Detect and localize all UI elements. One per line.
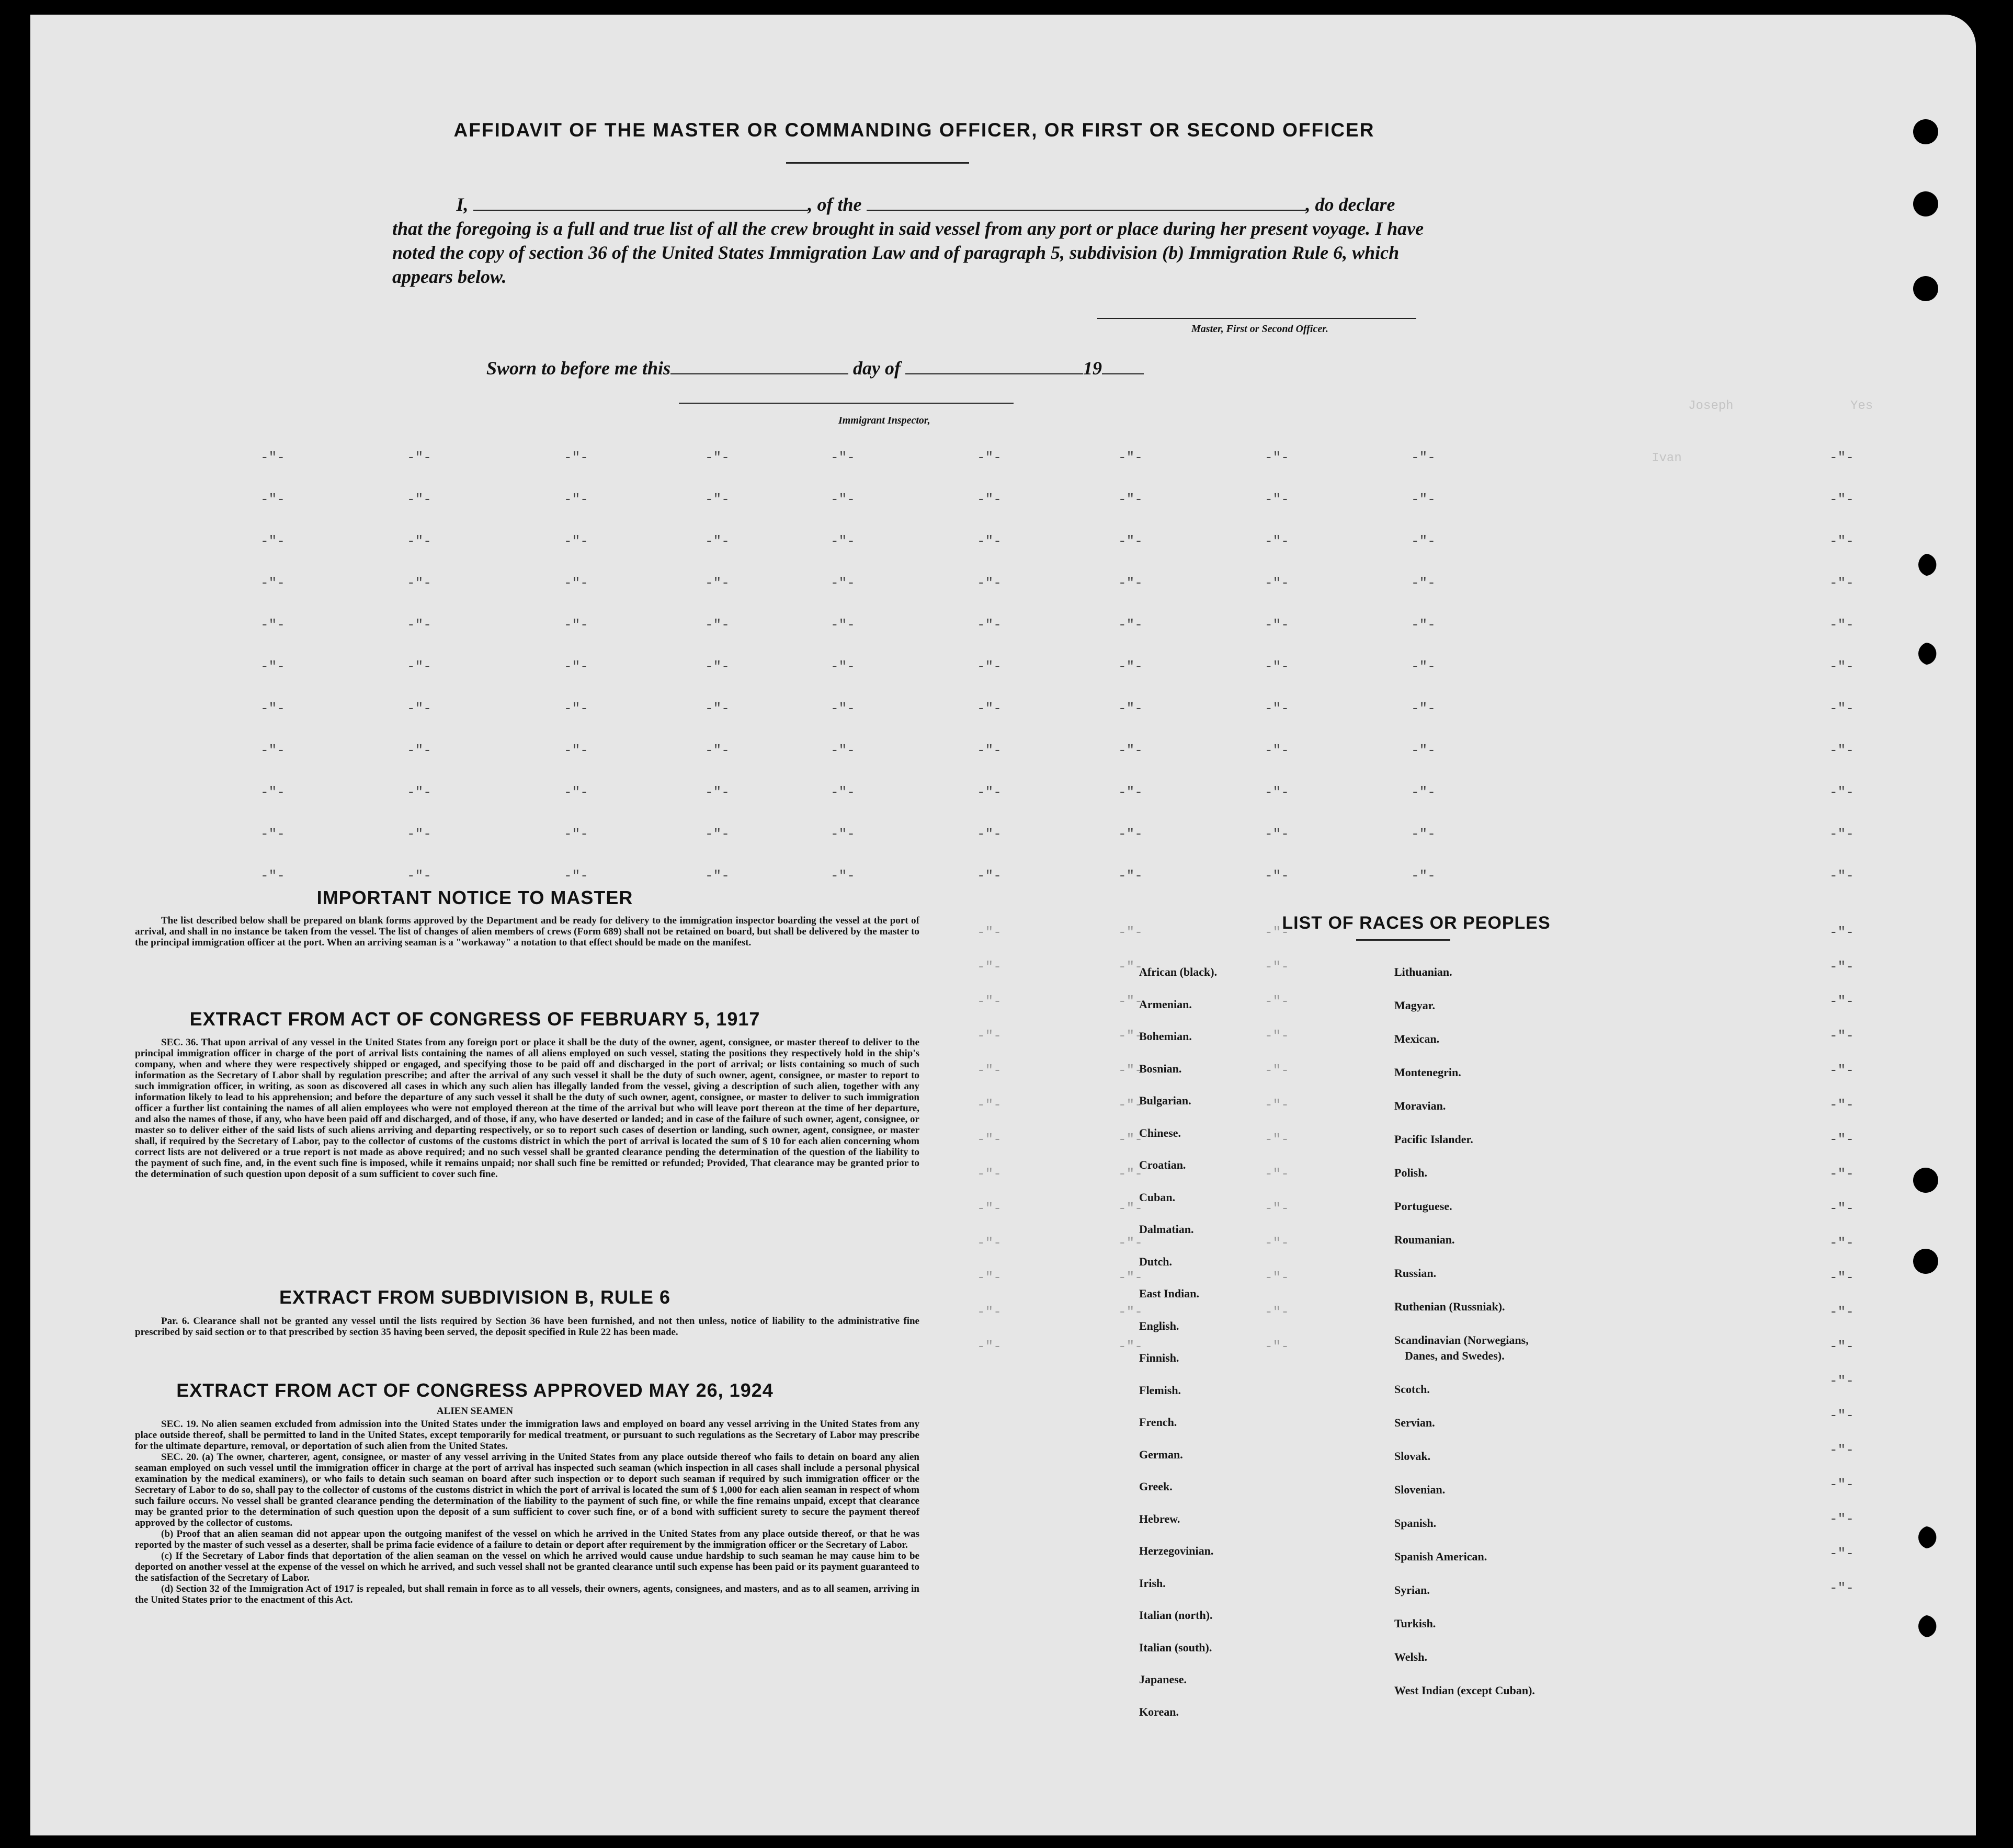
race-item: Finnish. [1139,1351,1179,1364]
race-item: Welsh. [1394,1650,1427,1663]
race-item: Croatian. [1139,1158,1186,1171]
ditto-mark: -″- [831,617,855,633]
ditto-mark: -″- [407,701,431,716]
ditto-mark: -″- [1265,617,1289,633]
ditto-mark: -″- [564,659,588,675]
race-item: Italian (south). [1139,1640,1212,1654]
ditto-mark: -″- [831,826,855,842]
ditto-mark: -″- [1265,1097,1289,1113]
affidavit-heading: AFFIDAVIT OF THE MASTER OR COMMANDING OFFICER, OR FIRST OR SECOND OFFICER [453,119,1375,141]
ditto-mark: -″- [831,784,855,800]
ditto-mark: -″- [977,1304,1002,1320]
race-item: East Indian. [1139,1287,1199,1300]
ditto-mark: -″- [977,826,1002,842]
race-item: Mexican. [1394,1032,1440,1045]
race-item: German. [1139,1447,1183,1461]
race-item: Spanish. [1394,1516,1437,1530]
inspector-signature-label: Immigrant Inspector, [838,415,930,426]
ditto-mark: -″- [1829,1511,1854,1527]
vessel-name-field[interactable] [867,194,1306,211]
ditto-mark: -″- [977,1270,1002,1285]
race-item: French. [1139,1416,1177,1429]
ditto-mark: -″- [1829,1166,1854,1182]
ditto-mark: -″- [1265,959,1289,975]
ditto-mark: -″- [705,868,730,884]
ditto-mark: -″- [1118,1304,1143,1320]
ditto-mark: -″- [705,659,730,675]
ditto-mark: -″- [831,492,855,507]
day-of-label: day of [853,358,901,379]
ditto-mark: -″- [705,575,730,591]
ditto-mark: -″- [407,533,431,549]
binder-hole [1918,1615,1941,1638]
ditto-mark: -″- [977,868,1002,884]
ditto-mark: -″- [1829,1028,1854,1044]
race-item: Magyar. [1394,999,1436,1012]
ditto-mark: -″- [1265,1304,1289,1320]
ditto-mark: -″- [1411,701,1436,716]
ditto-mark: -″- [260,868,285,884]
ditto-mark: -″- [1829,1408,1854,1423]
ditto-mark: -″- [1118,1063,1143,1078]
ditto-mark: -″- [831,450,855,465]
ditto-mark: -″- [977,1063,1002,1078]
vessel-label: , of the [808,194,862,215]
ditto-mark: -″- [1411,617,1436,633]
ditto-mark: -″- [705,743,730,758]
ditto-mark: -″- [1829,701,1854,716]
ditto-mark: -″- [977,994,1002,1009]
ditto-mark: -″- [1118,1097,1143,1113]
ditto-mark: -″- [1411,784,1436,800]
ditto-mark: -″- [407,659,431,675]
ditto-mark: -″- [977,1201,1002,1216]
ditto-mark: -″- [977,1166,1002,1182]
ditto-mark: -″- [1265,868,1289,884]
ditto-mark: -″- [1265,1201,1289,1216]
race-item: Dutch. [1139,1254,1172,1268]
ditto-mark: -″- [1118,533,1143,549]
ditto-mark: -″- [705,826,730,842]
ditto-mark: -″- [564,701,588,716]
ditto-mark: -″- [1829,1339,1854,1354]
ditto-mark: -″- [1265,1339,1289,1354]
ditto-mark: -″- [1118,925,1143,940]
race-item: Slovak. [1394,1450,1431,1463]
binder-hole [1913,1249,1938,1274]
extract-1924-heading: EXTRACT FROM ACT OF CONGRESS APPROVED MAY 26, 1924 [176,1379,774,1401]
ditto-mark: -″- [1829,1235,1854,1251]
ditto-mark: -″- [831,533,855,549]
binder-hole [1918,642,1941,665]
ditto-mark: -″- [977,659,1002,675]
extract-1917-text [135,1037,919,1180]
ditto-mark: -″- [1265,575,1289,591]
master-signature-line [1097,318,1416,319]
ditto-mark: -″- [564,743,588,758]
bleed-through-row: Yes [1850,399,1873,413]
race-item: Armenian. [1139,997,1192,1011]
ditto-mark: -″- [1265,1063,1289,1078]
ditto-mark: -″- [1118,1270,1143,1285]
ditto-mark: -″- [260,492,285,507]
race-item: Portuguese. [1394,1200,1452,1213]
race-item: Scotch. [1394,1383,1430,1396]
race-item: Slovenian. [1394,1483,1446,1496]
ditto-mark: -″- [1118,1166,1143,1182]
ditto-mark: -″- [564,826,588,842]
ditto-mark: -″- [1829,868,1854,884]
ditto-mark: -″- [1265,492,1289,507]
ditto-mark: -″- [831,868,855,884]
declarant-label: I, [456,194,469,215]
race-item: English. [1139,1319,1179,1332]
ditto-mark: -″- [1265,1235,1289,1251]
ditto-mark: -″- [1265,784,1289,800]
ditto-mark: -″- [705,617,730,633]
binder-hole [1918,1526,1941,1549]
sec-20c-paragraph: (c) If the Secretary of Labor finds that deportation of the alien seaman on the vessel on which he arrived would cause undue hardship to such seaman he may cause him to be deported on another vessel at the expense of the vessel on which he arrived, and such vessel shall not be granted clearance until such expense has been paid or its payment guaranteed to the satisfaction of the Secretary of Labor. [135,1550,919,1583]
extract-rule6-paragraph: Par. 6. Clearance shall not be granted any vessel until the lists required by Section 36 have been furnished, and not then unless, notice of liability to the administrative fine prescribed by said section or to that prescribed by section 35 having been served, the deposit specified in Rule 22 has been made. [135,1316,919,1338]
inspector-signature-line [679,403,1014,404]
ditto-mark: -″- [407,743,431,758]
ditto-mark: -″- [407,784,431,800]
ditto-mark: -″- [1829,1373,1854,1389]
ditto-mark: -″- [260,575,285,591]
ditto-mark: -″- [564,617,588,633]
ditto-mark: -″- [1829,1304,1854,1320]
ditto-mark: -″- [260,617,285,633]
ditto-mark: -″- [407,575,431,591]
ditto-mark: -″- [705,533,730,549]
ditto-mark: -″- [1829,925,1854,940]
bleed-through-row: Ivan [1652,451,1682,465]
ditto-mark: -″- [1118,994,1143,1009]
ditto-mark: -″- [831,575,855,591]
extract-1924-text [135,1419,919,1605]
race-item: West Indian (except Cuban). [1394,1684,1535,1697]
ditto-mark: -″- [1829,659,1854,675]
notice-text [135,915,919,948]
sworn-month-field[interactable] [905,358,1083,374]
sworn-label: Sworn to before me this [486,358,671,379]
ditto-mark: -″- [564,784,588,800]
ditto-mark: -″- [1829,1097,1854,1113]
ditto-mark: -″- [1829,1201,1854,1216]
extract-1924-subheading: ALIEN SEAMEN [436,1406,514,1417]
ditto-mark: -″- [407,868,431,884]
extract-1917-paragraph: SEC. 36. That upon arrival of any vessel in the United States from any foreign port or place it shall be the duty of the owner, agent, consignee, or master thereof to deliver to the principal immigration officer in charge of the port of arrival lists containing the names of all aliens employed on such vessel, stating the positions they respectively hold in the ship's company, when and where they were respectively shipped or engaged, and specifying those to be paid off and discharged in the port of arrival; or lists containing so much of such information as the Secretary of Labor shall by regulation prescribe; and after the arrival of any such vessel it shall be the duty of such owner, agent, consignee, or master to report to such immigration officer, in writing, as soon as discovered all cases in which any such alien has illegally landed from the vessel, giving a description of such alien, together with any information likely to lead to his apprehension; and before the departure of any such vessel it shall be the duty of such owner, agent, consignee, or master to deliver to such immigration officer a further list containing the names of all alien employees who were not employed thereon at the time of the arrival but who will leave port thereon at the time of her departure, and also the names of those, if any, who have been paid off and discharged, and of those, if any, who have deserted or landed; and in case of the failure of such owner, agent, consignee, or master so to deliver either of the said lists of such aliens arriving and departing respectively, or so to report such cases of desertion or landing, such owner, agent, consignee, or master shall, if required by the Secretary of Labor, pay to the collector of customs of the customs district in which the port of arrival is located the sum of $ 10 for each alien concerning whom correct lists are not delivered or a true report is not made as above required; and no such vessel shall be granted clearance pending the determination of the question of the liability to the payment of such fine, and, in the event such fine is imposed, while it remains unpaid; nor shall such fine be remitted or refunded; Provided, That clearance may be granted prior to the determination of such question upon deposit of a sum sufficient to cover such fine. [135,1037,919,1180]
ditto-mark: -″- [831,659,855,675]
ditto-mark: -″- [1411,659,1436,675]
sec-20b-paragraph: (b) Proof that an alien seaman did not appear upon the outgoing manifest of the vessel on which he arrived in the United States from any place outside thereof, or that he was reported by the master of such vessel as a deserter, shall be prima facie evidence of a failure to detain or deport after requirement by the immigration officer or the Secretary of Labor. [135,1528,919,1550]
ditto-mark: -″- [260,701,285,716]
race-item: Pacific Islander. [1394,1133,1473,1146]
ditto-mark: -″- [564,492,588,507]
ditto-mark: -″- [260,826,285,842]
affidavit-body: that the foregoing is a full and true list of all the crew brought in said vessel from any port or place during her present voyage. I have noted the copy of section 36 of the United States Immigration Law and of paragraph 5, subdivision (b) Immigration Rule 6, which appears below. [392,218,1424,287]
ditto-mark: -″- [1265,533,1289,549]
race-item: Polish. [1394,1166,1427,1179]
ditto-mark: -″- [1118,617,1143,633]
ditto-mark: -″- [1265,1166,1289,1182]
race-item: Italian (north). [1139,1609,1213,1622]
ditto-mark: -″- [977,1132,1002,1147]
ditto-mark: -″- [977,450,1002,465]
race-item: Syrian. [1394,1583,1430,1596]
binder-hole [1913,191,1938,216]
sworn-day-field[interactable] [670,358,848,374]
ditto-mark: -″- [1118,492,1143,507]
ditto-mark: -″- [1829,492,1854,507]
binder-hole [1913,119,1938,144]
race-item: Ruthenian (Russniak). [1394,1300,1505,1313]
ditto-mark: -″- [1118,868,1143,884]
ditto-mark: -″- [1265,994,1289,1009]
ditto-mark: -″- [564,533,588,549]
ditto-mark: -″- [977,959,1002,975]
ditto-mark: -″- [564,450,588,465]
race-item: Bosnian. [1139,1062,1182,1075]
ditto-mark: -″- [1265,1132,1289,1147]
ditto-mark: -″- [705,450,730,465]
ditto-mark: -″- [1829,784,1854,800]
ditto-mark: -″- [1829,1580,1854,1596]
race-item: Chinese. [1139,1126,1181,1139]
ditto-mark: -″- [1411,826,1436,842]
ditto-mark: -″- [1411,533,1436,549]
bleed-through-row: Joseph [1688,399,1734,413]
ditto-mark: -″- [977,533,1002,549]
ditto-mark: -″- [1829,994,1854,1009]
ditto-mark: -″- [1829,1442,1854,1458]
ditto-mark: -″- [1118,575,1143,591]
ditto-mark: -″- [1829,617,1854,633]
ditto-mark: -″- [1118,701,1143,716]
ditto-mark: -″- [260,784,285,800]
declarant-name-field[interactable] [473,194,808,211]
race-item: Spanish American. [1394,1550,1487,1563]
ditto-mark: -″- [260,533,285,549]
ditto-mark: -″- [977,784,1002,800]
ditto-mark: -″- [260,450,285,465]
ditto-mark: -″- [1829,1132,1854,1147]
race-item: Greek. [1139,1480,1173,1493]
ditto-mark: -″- [1118,1028,1143,1044]
extract-rule6-heading: EXTRACT FROM SUBDIVISION B, RULE 6 [279,1286,671,1308]
binder-hole [1913,1168,1938,1193]
ditto-mark: -″- [977,1235,1002,1251]
race-item: Lithuanian. [1394,965,1452,978]
ditto-mark: -″- [1118,1235,1143,1251]
race-item: Cuban. [1139,1190,1176,1204]
ditto-mark: -″- [1265,1028,1289,1044]
race-item: Bulgarian. [1139,1094,1191,1107]
sec-19-paragraph: SEC. 19. No alien seamen excluded from admission into the United States under the immigration laws and employed on board any vessel arriving in the United States from any place outside thereof, shall be permitted to land in the United States, except temporarily for medical treatment, or pursuant to such regulations as the Secretary of Labor may prescribe for the ultimate departure, removal, or deportation of such alien from the United States. [135,1419,919,1452]
ditto-mark: -″- [831,701,855,716]
race-item: Bohemian. [1139,1030,1192,1043]
ditto-mark: -″- [977,1097,1002,1113]
master-signature-label: Master, First or Second Officer. [1191,323,1328,335]
ditto-mark: -″- [1829,1477,1854,1492]
ditto-mark: -″- [1265,743,1289,758]
notice-heading: IMPORTANT NOTICE TO MASTER [316,887,633,908]
ditto-mark: -″- [1411,575,1436,591]
ditto-mark: -″- [977,617,1002,633]
ditto-mark: -″- [407,826,431,842]
ditto-mark: -″- [1829,743,1854,758]
ditto-mark: -″- [1118,826,1143,842]
ditto-mark: -″- [705,492,730,507]
declare-label: , do declare [1305,194,1395,215]
ditto-mark: -″- [1118,1132,1143,1147]
ditto-mark: -″- [1411,492,1436,507]
binder-hole [1918,553,1941,576]
ditto-mark: -″- [1829,826,1854,842]
ditto-mark: -″- [705,701,730,716]
ditto-mark: -″- [1265,450,1289,465]
ditto-mark: -″- [977,1339,1002,1354]
ditto-mark: -″- [564,575,588,591]
ditto-mark: -″- [407,617,431,633]
sworn-line [486,357,1144,379]
ditto-mark: -″- [1118,1201,1143,1216]
sec-20a-paragraph: SEC. 20. (a) The owner, charterer, agent, consignee, or master of any vessel arriving in the United States from any place outside thereof who fails to detain on board any alien seaman employed on such vessel until the immigration officer in charge at the port of arrival has inspected such seaman (which inspection in all cases shall include a personal physical examination by the medical examiners), or who fails to detain such seaman on board after such inspection or to deport such seaman if required by such immigration officer or the Secretary of Labor to do so, shall pay to the collector of customs of the customs district in which the port of arrival is located the sum of $ 1,000 for each alien seaman in respect of whom such failure occurs. No vessel shall be granted clearance pending the determination of the liability to the payment of such fine, or while the fine remains unpaid, except that clearance may be granted prior to the determination of such question upon the deposit of a sum sufficient to cover such fine, or of a bond with sufficient surety to secure the payment thereof approved by the collector of customs. [135,1452,919,1528]
ditto-mark: -″- [1829,1546,1854,1561]
race-item: Scandinavian (Norwegians, [1394,1333,1529,1347]
affidavit-heading-rule [786,162,969,164]
affidavit-text [392,192,1428,289]
race-item: Herzegovinian. [1139,1544,1214,1557]
race-item: Montenegrin. [1394,1066,1461,1079]
ditto-mark: -″- [1829,450,1854,465]
notice-paragraph: The list described below shall be prepared on blank forms approved by the Department and be ready for delivery to the immigration inspector boarding the vessel at the port of arrival, and shall in no instance be taken from the vessel. The list of changes of alien members of crews (Form 689) shall not be retained on board, but shall be delivered by the master to the principal immigration officer at the port. When an arriving seaman is a "workaway" a notation to that effect should be made on the manifest. [135,915,919,948]
ditto-mark: -″- [977,743,1002,758]
sworn-year-field[interactable] [1102,358,1144,374]
ditto-mark: -″- [977,492,1002,507]
ditto-mark: -″- [1265,1270,1289,1285]
races-heading-rule [1356,939,1450,941]
ditto-mark: -″- [1411,450,1436,465]
ditto-mark: -″- [1829,1270,1854,1285]
ditto-mark: -″- [260,743,285,758]
race-item: Flemish. [1139,1383,1181,1397]
race-item: Roumanian. [1394,1233,1455,1246]
ditto-mark: -″- [1829,533,1854,549]
document-page [30,15,1976,1835]
race-item: African (black). [1139,965,1218,978]
race-item: Korean. [1139,1705,1179,1718]
ditto-mark: -″- [1265,925,1289,940]
ditto-mark: -″- [705,784,730,800]
race-item: Servian. [1394,1416,1435,1429]
race-item: Dalmatian. [1139,1223,1194,1236]
race-item: Russian. [1394,1267,1437,1280]
ditto-mark: -″- [1118,450,1143,465]
ditto-mark: -″- [977,1028,1002,1044]
extract-1917-heading: EXTRACT FROM ACT OF CONGRESS OF FEBRUARY 5, 1917 [189,1008,760,1030]
race-item: Turkish. [1394,1617,1436,1630]
ditto-mark: -″- [564,868,588,884]
ditto-mark: -″- [1118,743,1143,758]
ditto-mark: -″- [1265,826,1289,842]
race-item: Irish. [1139,1576,1166,1590]
ditto-mark: -″- [977,701,1002,716]
ditto-mark: -″- [1829,575,1854,591]
extract-rule6-text [135,1316,919,1338]
ditto-mark: -″- [1829,1063,1854,1078]
ditto-mark: -″- [831,743,855,758]
ditto-mark: -″- [977,925,1002,940]
year-prefix: 19 [1083,358,1102,379]
ditto-mark: -″- [1118,784,1143,800]
ditto-mark: -″- [407,450,431,465]
race-item: Danes, and Swedes). [1405,1349,1505,1362]
ditto-mark: -″- [1118,959,1143,975]
ditto-mark: -″- [1411,868,1436,884]
ditto-mark: -″- [1118,1339,1143,1354]
ditto-mark: -″- [1265,659,1289,675]
race-item: Japanese. [1139,1673,1187,1686]
ditto-mark: -″- [407,492,431,507]
ditto-mark: -″- [1411,743,1436,758]
ditto-mark: -″- [1829,959,1854,975]
ditto-mark: -″- [977,575,1002,591]
sec-20d-paragraph: (d) Section 32 of the Immigration Act of 1917 is repealed, but shall remain in force as to all vessels, their owners, agents, consignees, and masters, and as to all seamen, arriving in the United States prior to the enactment of this Act. [135,1583,919,1605]
ditto-mark: -″- [260,659,285,675]
races-heading: LIST OF RACES OR PEOPLES [1282,913,1551,933]
race-item: Moravian. [1394,1099,1446,1112]
ditto-mark: -″- [1265,701,1289,716]
ditto-mark: -″- [1118,659,1143,675]
race-item: Hebrew. [1139,1512,1180,1525]
binder-hole [1913,276,1938,301]
